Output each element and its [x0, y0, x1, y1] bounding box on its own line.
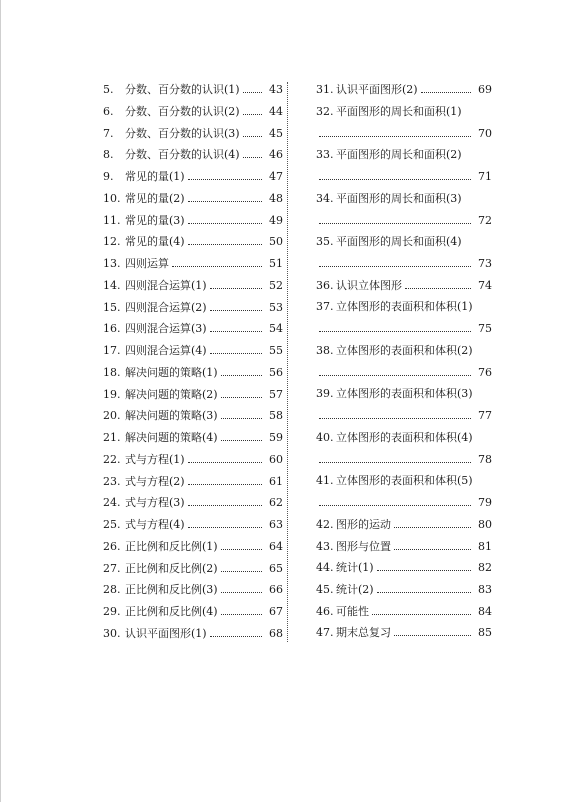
toc-entry-row: [103, 235, 283, 248]
toc-entry[interactable]: [103, 170, 283, 183]
toc-entry[interactable]: [103, 409, 283, 422]
toc-entry[interactable]: [103, 431, 283, 444]
toc-entry[interactable]: [103, 562, 283, 575]
entry-number: 14.: [103, 278, 121, 292]
entry-page-number: 78: [478, 452, 492, 466]
entry-page-number: 73: [478, 257, 492, 271]
entry-title: 认识平面图形(1): [125, 626, 207, 640]
dot-leader: [394, 635, 471, 636]
entry-number: 45.: [316, 583, 334, 596]
entry-title: 分数、百分数的认识(4): [125, 148, 240, 162]
dot-leader: [319, 505, 471, 506]
toc-entry[interactable]: [316, 300, 492, 335]
dot-leader: [210, 310, 262, 311]
dot-leader: [221, 397, 262, 398]
toc-entry[interactable]: [103, 627, 283, 640]
toc-entry-row: [103, 148, 283, 161]
toc-entry[interactable]: [103, 605, 283, 618]
entry-title: 常见的量(2): [125, 191, 185, 205]
entry-page-number: 58: [269, 409, 283, 423]
entry-number: 22.: [103, 452, 121, 466]
dot-leader: [221, 592, 262, 593]
entry-page-number: 83: [478, 583, 492, 596]
toc-entry-row: [103, 562, 283, 575]
toc-entry-row: [103, 366, 283, 379]
entry-page-number: 45: [269, 126, 283, 140]
dot-leader: [319, 179, 471, 180]
toc-entry[interactable]: [103, 235, 283, 248]
entry-title: 常见的量(1): [125, 170, 185, 183]
toc-entry-row: [103, 127, 283, 140]
dot-leader: [243, 92, 262, 93]
toc-entry-row: [103, 83, 283, 96]
entry-number: 40.: [316, 430, 334, 444]
toc-entry[interactable]: [316, 626, 492, 639]
dot-leader: [394, 549, 471, 550]
entry-page-number: 44: [269, 104, 283, 118]
toc-entry[interactable]: [316, 518, 492, 531]
entry-page-number: 53: [269, 300, 283, 314]
entry-number: 7.: [103, 126, 114, 140]
entry-number: 19.: [103, 387, 121, 401]
entry-number: 6.: [103, 104, 114, 118]
entry-number: 32.: [316, 104, 334, 118]
entry-number: 39.: [316, 387, 334, 401]
entry-title: 图形的运动: [336, 517, 391, 531]
toc-entry-continuation: [316, 257, 492, 270]
entry-number: 34.: [316, 191, 334, 205]
toc-entry-row: [316, 540, 492, 553]
entry-title: 立体图形的表面积和体积(3): [336, 387, 473, 401]
toc-entry[interactable]: [103, 257, 283, 270]
entry-title: 四则混合运算(2): [125, 300, 207, 314]
entry-title: 平面图形的周长和面积(4): [336, 235, 462, 249]
toc-entry-row: [316, 583, 492, 596]
toc-entry-continuation: [316, 322, 492, 335]
toc-entry-row: [103, 583, 283, 596]
entry-title: 四则混合运算(4): [125, 344, 207, 357]
entry-number: 37.: [316, 300, 334, 314]
toc-entry-row: [103, 301, 283, 314]
toc-entry[interactable]: [316, 561, 492, 574]
entry-page-number: 68: [269, 626, 283, 640]
toc-entry-row: [103, 214, 283, 227]
entry-title: 期末总复习: [336, 626, 391, 640]
toc-entry[interactable]: [316, 583, 492, 596]
entry-title: 统计(2): [336, 583, 374, 596]
entry-page-number: 48: [269, 191, 283, 205]
toc-entry-row: [316, 561, 492, 574]
entry-title: 立体图形的表面积和体积(2): [336, 343, 473, 357]
toc-entry[interactable]: [103, 148, 283, 161]
toc-entry-row: [103, 453, 283, 466]
toc-entry-row: [103, 257, 283, 270]
toc-entry[interactable]: [316, 344, 492, 379]
dot-leader: [188, 179, 262, 180]
toc-entry-row: [103, 627, 283, 640]
entry-page-number: 50: [269, 235, 283, 249]
toc-entry-continuation: [316, 170, 492, 183]
entry-number: 5.: [103, 83, 114, 96]
entry-number: 44.: [316, 561, 334, 575]
dot-leader: [319, 375, 471, 376]
dot-leader: [377, 592, 471, 593]
entry-title: 立体图形的表面积和体积(1): [336, 300, 473, 314]
entry-number: 9.: [103, 170, 114, 183]
entry-title: 解决问题的策略(3): [125, 409, 218, 423]
toc-entry[interactable]: [103, 83, 283, 96]
entry-number: 24.: [103, 496, 121, 510]
entry-number: 27.: [103, 561, 121, 575]
toc-entry-continuation: [316, 366, 492, 379]
entry-title: 正比例和反比例(2): [125, 561, 218, 575]
toc-entry[interactable]: [103, 388, 283, 401]
dot-leader: [188, 244, 262, 245]
entry-page-number: 64: [269, 539, 283, 553]
entry-title: 解决问题的策略(1): [125, 365, 218, 379]
entry-title: 正比例和反比例(1): [125, 539, 218, 553]
toc-entry-row: [103, 279, 283, 292]
toc-entry[interactable]: [103, 214, 283, 227]
toc-entry-row: [103, 409, 283, 422]
toc-entry-continuation: [316, 453, 492, 466]
toc-entry-row: [316, 518, 492, 531]
entry-page-number: 46: [269, 148, 283, 162]
toc-entry-row: [316, 300, 492, 313]
entry-number: 21.: [103, 431, 121, 444]
entry-page-number: 79: [478, 496, 492, 510]
entry-number: 47.: [316, 626, 334, 640]
toc-entry[interactable]: [103, 366, 283, 379]
toc-entry-row: [103, 192, 283, 205]
entry-title: 式与方程(3): [125, 496, 185, 510]
entry-page-number: 72: [478, 213, 492, 227]
toc-entry[interactable]: [103, 322, 283, 335]
toc-entry[interactable]: [316, 192, 492, 227]
toc-entry[interactable]: [103, 127, 283, 140]
dot-leader: [210, 636, 262, 637]
entry-title: 分数、百分数的认识(3): [125, 126, 240, 140]
entry-number: 31.: [316, 83, 334, 96]
entry-number: 42.: [316, 517, 334, 531]
entry-title: 式与方程(4): [125, 518, 185, 531]
entry-page-number: 77: [478, 409, 492, 423]
entry-number: 26.: [103, 539, 121, 553]
entry-page-number: 85: [478, 626, 492, 640]
dot-leader: [221, 549, 262, 550]
toc-entry-row: [316, 192, 492, 205]
toc-entry-row: [103, 540, 283, 553]
toc-entry-row: [103, 605, 283, 618]
entry-title: 认识立体图形: [336, 278, 402, 292]
entry-number: 35.: [316, 235, 334, 249]
dot-leader: [243, 157, 262, 158]
entry-number: 38.: [316, 343, 334, 357]
toc-entry[interactable]: [103, 279, 283, 292]
toc-entry-row: [103, 518, 283, 531]
toc-entry[interactable]: [316, 605, 492, 618]
entry-page-number: 80: [478, 517, 492, 531]
toc-entry[interactable]: [103, 475, 283, 488]
entry-page-number: 55: [269, 344, 283, 357]
entry-title: 四则运算: [125, 257, 169, 270]
toc-entry[interactable]: [103, 192, 283, 205]
entry-page-number: 75: [478, 322, 492, 336]
entry-title: 立体图形的表面积和体积(4): [336, 430, 473, 444]
entry-page-number: 47: [269, 170, 283, 183]
toc-entry[interactable]: [103, 105, 283, 118]
dot-leader: [188, 201, 262, 202]
entry-title: 正比例和反比例(3): [125, 583, 218, 597]
entry-number: 15.: [103, 300, 121, 314]
toc-entry[interactable]: [316, 279, 492, 292]
entry-title: 图形与位置: [336, 539, 391, 553]
toc-entry-row: [316, 105, 492, 118]
toc-entry[interactable]: [316, 474, 492, 509]
dot-leader: [319, 223, 471, 224]
page-edge-line: [0, 0, 1, 802]
entry-title: 统计(1): [336, 561, 374, 575]
entry-title: 平面图形的周长和面积(2): [336, 148, 462, 162]
entry-number: 46.: [316, 604, 334, 618]
dot-leader: [210, 331, 262, 332]
entry-number: 17.: [103, 344, 121, 357]
entry-page-number: 81: [478, 539, 492, 553]
toc-entry[interactable]: [103, 453, 283, 466]
entry-page-number: 61: [269, 474, 283, 488]
dot-leader: [221, 375, 262, 376]
toc-entry-row: [316, 279, 492, 292]
entry-title: 平面图形的周长和面积(3): [336, 191, 462, 205]
toc-entry-continuation: [316, 409, 492, 422]
entry-page-number: 66: [269, 583, 283, 597]
dot-leader: [319, 136, 471, 137]
toc-entry[interactable]: [316, 105, 492, 140]
toc-entry[interactable]: [316, 540, 492, 553]
entry-title: 式与方程(2): [125, 474, 185, 488]
toc-entry-row: [103, 431, 283, 444]
toc-entry[interactable]: [103, 583, 283, 596]
entry-number: 20.: [103, 409, 121, 423]
toc-entry-row: [103, 475, 283, 488]
toc-entry[interactable]: [103, 540, 283, 553]
entry-title: 分数、百分数的认识(1): [125, 83, 240, 96]
toc-entry-row: [316, 235, 492, 248]
dot-leader: [188, 527, 262, 528]
entry-page-number: 67: [269, 605, 283, 618]
entry-number: 29.: [103, 605, 121, 618]
entry-title: 四则混合运算(3): [125, 322, 207, 336]
entry-page-number: 62: [269, 496, 283, 510]
dot-leader: [221, 571, 262, 572]
entry-page-number: 71: [478, 170, 492, 184]
entry-title: 式与方程(1): [125, 452, 185, 466]
entry-page-number: 54: [269, 322, 283, 336]
dot-leader: [188, 223, 262, 224]
toc-entry[interactable]: [103, 518, 283, 531]
toc-entry-continuation: [316, 496, 492, 509]
toc-entry[interactable]: [316, 431, 492, 466]
toc-entry-row: [316, 387, 492, 400]
dot-leader: [319, 266, 471, 267]
entry-page-number: 59: [269, 431, 283, 444]
entry-page-number: 52: [269, 278, 283, 292]
entry-title: 解决问题的策略(2): [125, 387, 218, 401]
toc-entry[interactable]: [103, 496, 283, 509]
entry-title: 平面图形的周长和面积(1): [336, 104, 462, 118]
toc-entry[interactable]: [316, 148, 492, 183]
entry-number: 11.: [103, 213, 121, 227]
dot-leader: [243, 136, 262, 137]
toc-entry-row: [316, 83, 492, 96]
toc-entry[interactable]: [316, 387, 492, 422]
entry-page-number: 57: [269, 387, 283, 401]
entry-page-number: 49: [269, 213, 283, 227]
entry-number: 33.: [316, 148, 334, 162]
entry-page-number: 63: [269, 518, 283, 531]
entry-number: 36.: [316, 278, 334, 292]
toc-entry[interactable]: [103, 301, 283, 314]
dot-leader: [188, 484, 262, 485]
entry-title: 解决问题的策略(4): [125, 431, 218, 444]
toc-entry[interactable]: [316, 235, 492, 270]
entry-number: 16.: [103, 322, 121, 336]
dot-leader: [188, 505, 262, 506]
entry-page-number: 56: [269, 365, 283, 379]
entry-page-number: 60: [269, 452, 283, 466]
toc-entry-row: [103, 496, 283, 509]
toc-entry-row: [316, 431, 492, 444]
dot-leader: [405, 288, 471, 289]
toc-entry-row: [103, 105, 283, 118]
entry-number: 43.: [316, 539, 334, 553]
dot-leader: [372, 614, 471, 615]
dot-leader: [243, 114, 262, 115]
entry-number: 41.: [316, 474, 334, 488]
dot-leader: [188, 462, 262, 463]
entry-page-number: 82: [478, 561, 492, 575]
entry-number: 18.: [103, 365, 121, 379]
toc-entry-continuation: [316, 127, 492, 140]
toc-entry[interactable]: [316, 83, 492, 96]
dot-leader: [421, 92, 471, 93]
entry-title: 正比例和反比例(4): [125, 605, 218, 618]
dot-leader: [221, 418, 262, 419]
entry-title: 立体图形的表面积和体积(5): [336, 474, 473, 488]
entry-number: 8.: [103, 148, 114, 162]
toc-entry-row: [316, 474, 492, 487]
entry-page-number: 65: [269, 561, 283, 575]
entry-page-number: 76: [478, 365, 492, 379]
entry-number: 23.: [103, 474, 121, 488]
dot-leader: [210, 353, 262, 354]
entry-title: 认识平面图形(2): [336, 83, 418, 96]
entry-number: 25.: [103, 518, 121, 531]
dot-leader: [210, 288, 262, 289]
entry-number: 30.: [103, 626, 121, 640]
entry-page-number: 70: [478, 126, 492, 140]
entry-title: 常见的量(3): [125, 213, 185, 227]
toc-entry-row: [103, 344, 283, 357]
toc-entry-row: [103, 388, 283, 401]
dot-leader: [394, 527, 471, 528]
dot-leader: [377, 570, 471, 571]
entry-page-number: 69: [478, 83, 492, 96]
entry-page-number: 51: [269, 257, 283, 270]
toc-entry[interactable]: [103, 344, 283, 357]
entry-page-number: 43: [269, 83, 283, 96]
toc-entry-row: [316, 626, 492, 639]
dot-leader: [221, 440, 262, 441]
entry-number: 12.: [103, 235, 121, 249]
toc-entry-row: [316, 605, 492, 618]
entry-title: 分数、百分数的认识(2): [125, 104, 240, 118]
entry-number: 28.: [103, 583, 121, 597]
entry-title: 四则混合运算(1): [125, 278, 207, 292]
toc-entry-row: [103, 170, 283, 183]
dot-leader: [172, 266, 262, 267]
dot-leader: [319, 418, 471, 419]
entry-page-number: 74: [478, 278, 492, 292]
dot-leader: [319, 331, 471, 332]
entry-page-number: 84: [478, 604, 492, 618]
dot-leader: [221, 614, 262, 615]
toc-entry-continuation: [316, 214, 492, 227]
column-divider: [287, 82, 288, 642]
toc-entry-row: [316, 344, 492, 357]
toc-entry-row: [316, 148, 492, 161]
entry-number: 13.: [103, 257, 121, 270]
entry-title: 常见的量(4): [125, 235, 185, 249]
toc-entry-row: [103, 322, 283, 335]
entry-number: 10.: [103, 191, 121, 205]
dot-leader: [319, 462, 471, 463]
entry-title: 可能性: [336, 604, 369, 618]
